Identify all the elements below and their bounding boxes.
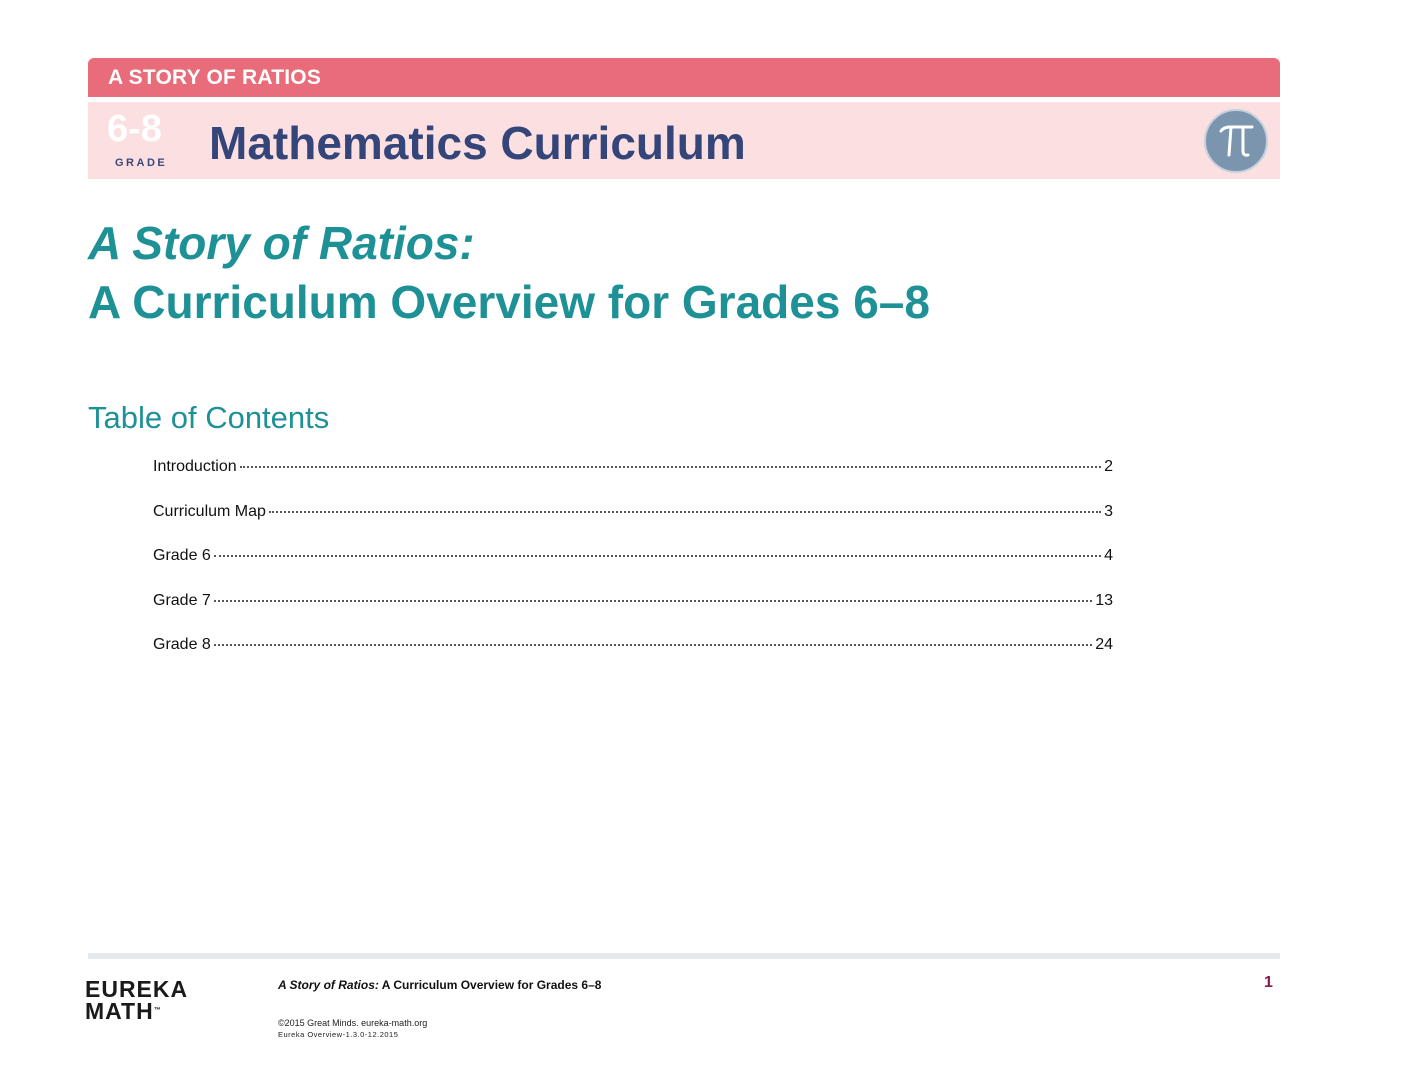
pi-icon bbox=[1204, 109, 1268, 173]
toc-leader-dots bbox=[214, 644, 1092, 646]
grade-range: 6-8 bbox=[107, 108, 162, 150]
logo-line1: EUREKA bbox=[85, 976, 189, 1002]
toc-entry-grade-7[interactable] bbox=[153, 592, 1113, 637]
footer-divider bbox=[88, 953, 1280, 959]
page-number: 1 bbox=[1264, 974, 1273, 991]
series-banner bbox=[88, 58, 1280, 97]
version-text: Eureka Overview-1.3.0-12.2015 bbox=[278, 1030, 399, 1039]
toc-heading: Table of Contents bbox=[88, 400, 330, 435]
curriculum-header bbox=[88, 102, 1280, 179]
table-of-contents bbox=[153, 458, 1113, 681]
toc-entry-page: 2 bbox=[1104, 458, 1113, 475]
toc-entry-title: Grade 6 bbox=[153, 547, 211, 564]
toc-entry-grade-8[interactable] bbox=[153, 636, 1113, 681]
toc-entry-title: Grade 8 bbox=[153, 636, 211, 653]
series-banner-text: A STORY OF RATIOS bbox=[108, 66, 322, 89]
toc-entry-page: 24 bbox=[1095, 636, 1113, 653]
document-title-line2: A Curriculum Overview for Grades 6–8 bbox=[88, 276, 930, 328]
toc-entry-page: 13 bbox=[1095, 591, 1113, 609]
toc-leader-dots bbox=[214, 555, 1101, 557]
footer-document-title bbox=[278, 978, 601, 992]
toc-leader-dots bbox=[240, 466, 1101, 468]
toc-entry-grade-6[interactable] bbox=[153, 547, 1113, 592]
curriculum-title: Mathematics Curriculum bbox=[209, 117, 746, 169]
toc-entry-title: Curriculum Map bbox=[153, 502, 266, 520]
document-title-line1: A Story of Ratios: bbox=[88, 217, 475, 269]
toc-entry-page: 4 bbox=[1104, 547, 1113, 564]
logo-line2: MATH bbox=[85, 998, 154, 1024]
toc-entry-page: 3 bbox=[1104, 502, 1113, 520]
toc-leader-dots bbox=[214, 600, 1092, 602]
grade-label: GRADE bbox=[115, 157, 168, 169]
toc-entry-curriculum-map[interactable] bbox=[153, 503, 1113, 548]
toc-entry-introduction[interactable] bbox=[153, 458, 1113, 503]
footer-doc-title-rest: A Curriculum Overview for Grades 6–8 bbox=[381, 978, 602, 992]
copyright-text: ©2015 Great Minds. eureka-math.org bbox=[278, 1018, 428, 1028]
toc-entry-title: Introduction bbox=[153, 458, 237, 475]
logo-trademark: ™ bbox=[153, 1007, 161, 1014]
footer-doc-title-italic: A Story of Ratios: bbox=[278, 978, 379, 992]
toc-leader-dots bbox=[269, 511, 1101, 513]
document-title bbox=[88, 214, 930, 332]
toc-entry-title: Grade 7 bbox=[153, 591, 211, 609]
eureka-math-logo bbox=[85, 978, 188, 1022]
